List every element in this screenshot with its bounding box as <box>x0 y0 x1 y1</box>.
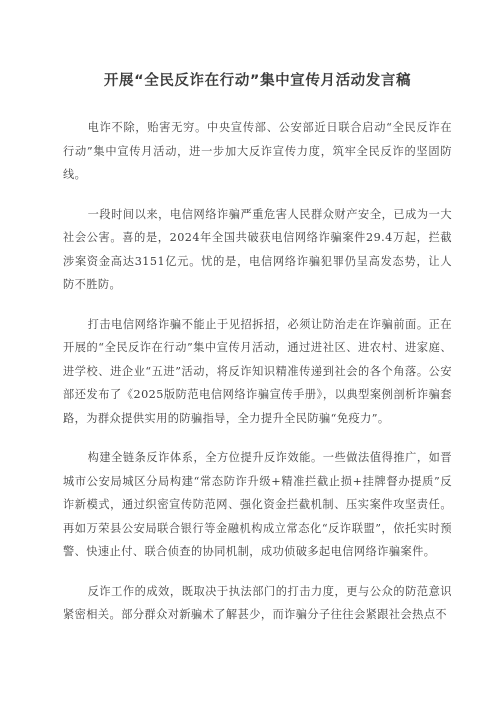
paragraph-1: 电诈不除，贻害无穷。中央宣传部、公安部近日联合启动“全民反诈在行动”集中宣传月活动，进一步加大反诈宣传力度，筑牢全民反诈的坚固防线。 <box>63 121 452 181</box>
paragraph-5: 反诈工作的成效，既取决于执法部门的打击力度，更与公众的防范意识紧密相关。部分群众对新骗术了解甚少，而诈骗分子往往会紧跟社会热点不 <box>63 584 452 621</box>
paragraph-2: 一段时间以来，电信网络诈骗严重危害人民群众财产安全，已成为一大社会公害。喜的是，2024年全国共破获电信网络诈骗案件29.4万起，拦截涉案资金高达3151亿元。忧的是，电信网络诈骗犯罪仍呈高发态势，让人防不胜防。 <box>63 207 452 291</box>
paragraph-4: 构建全链条反诈体系，全方位提升反诈效能。一些做法值得推广，如晋城市公安局城区分局构建“常态防诈升级+精准拦截止损+挂牌督办提质”反诈新模式，通过织密宣传防范网、强化资金拦截机制、压实案件攻坚责任。再如万荣县公安局联合银行等金融机构成立常态化“反诈联盟”，依托实时预警、快速止付、联合侦查的协同机制，成功侦破多起电信网络诈骗案件。 <box>63 451 452 558</box>
paragraph-3: 打击电信网络诈骗不能止于见招拆招，必须让防治走在诈骗前面。正在开展的“全民反诈在行动”集中宣传月活动，通过进社区、进农村、进家庭、进学校、进企业“五进”活动，将反诈知识精准传递到社会的各个角落。公安部还发布了《2025版防范电信网络诈骗宣传手册》，以典型案例剖析诈骗套路，为群众提供实用的防骗指导，全力提升全民防骗“免疫力”。 <box>63 317 452 425</box>
document-title: 开展“全民反诈在行动”集中宣传月活动发言稿 <box>103 73 412 89</box>
